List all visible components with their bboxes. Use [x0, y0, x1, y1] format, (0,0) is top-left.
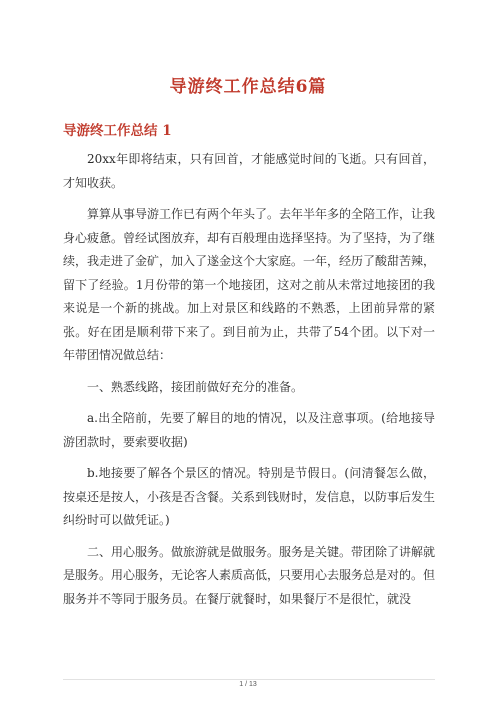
paragraph: b.地接要了解各个景区的情况。特别是节假日。(问清餐怎么做，按桌还是按人，小孩是否含餐。关系到钱财时，发信息，以防事后发生纠纷时可以做凭证。): [63, 466, 436, 527]
document-title: 导游终工作总结6篇: [169, 77, 327, 97]
footer-divider: [63, 679, 435, 680]
paragraph: a.出全陪前，先要了解目的地的情况，以及注意事项。(给地接导游团款时，要索要收据): [63, 411, 435, 449]
document-body: [63, 148, 435, 619]
paragraph: 算算从事导游工作已有两个年头了。去年半年多的全陪工作，让我身心疲惫。曾经试图放弃，却有百般理由选择坚持。为了坚持，为了继续，我走进了金矿，加入了遂金这个大家庭。一年，经历了酸甜苦辣，留下了经验。1月份带的第一个地接团，这对之前从未常过地接团的我来说是一个新的挑战。加上对景区和线路的不熟悉，上团前异常的紧张。好在团是顺利带下来了。到目前为止，共带了54个团。以下对一年带团情况做总结：: [63, 207, 436, 362]
paragraph: 一、熟悉线路，接团前做好充分的准备。: [87, 379, 304, 394]
paragraph: 二、用心服务。做旅游就是做服务。服务是关键。带团除了讲解就是服务。用心服务，无论客人素质高低，只要用心去服务总是对的。但服务并不等同于服务员。在餐厅就餐时，如果餐厅不是很忙，就没: [63, 544, 436, 606]
paragraph: 20xx年即将结束，只有回首，才能感觉时间的飞逝。只有回首，才知收获。: [63, 152, 435, 190]
section-heading: 导游终工作总结 1: [63, 123, 172, 139]
page-indicator: 1 / 13: [239, 681, 257, 688]
